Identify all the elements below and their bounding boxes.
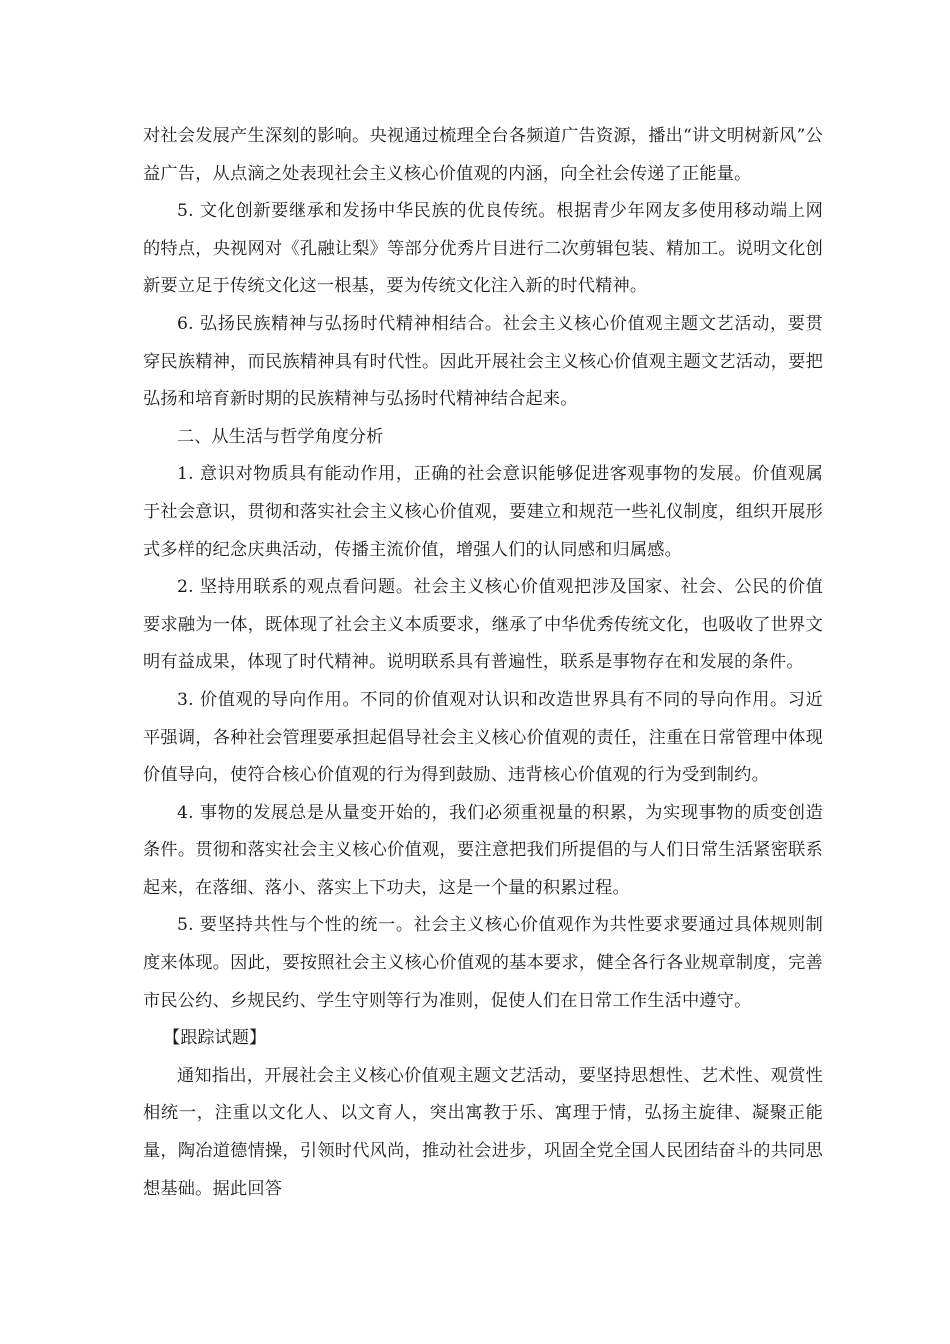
paragraph-point-6-spirit: 6. 弘扬民族精神与弘扬时代精神相结合。社会主义核心价值观主题文艺活动，要贯穿民族精神，而民族精神具有时代性。因此开展社会主义核心价值观主题文艺活动，要把弘扬和培育新时期的民族精神与弘扬时代精神结合起来。 <box>143 313 823 410</box>
paragraph-point-5-culture: 5. 文化创新要继承和发扬中华民族的优良传统。根据青少年网友多使用移动端上网的特点，央视网对《孔融让梨》等部分优秀片目进行二次剪辑包装、精加工。说明文化创新要立足于传统文化这一根基，要为传统文化注入新的时代精神。 <box>143 201 823 297</box>
paragraph-point-4-quantity: 4. 事物的发展总是从量变开始的，我们必须重视量的积累，为实现事物的质变创造条件。贯彻和落实社会主义核心价值观，要注意把我们所提倡的与人们日常生活紧密联系起来，在落细、落小、落实上下功夫，这是一个量的积累过程。 <box>143 802 823 898</box>
section-heading-philosophy: 二、从生活与哲学角度分析 <box>177 426 384 447</box>
document-page <box>143 118 823 1208</box>
paragraph-point-3-values: 3. 价值观的导向作用。不同的价值观对认识和改造世界具有不同的导向作用。习近平强调，各种社会管理要承担起倡导社会主义核心价值观的责任，注重在日常管理中体现价值导向，使符合核心价值观的行为得到鼓励、违背核心价值观的行为受到制约。 <box>143 689 823 786</box>
tracking-questions-heading: 【跟踪试题】 <box>163 1028 267 1049</box>
paragraph-continuation: 对社会发展产生深刻的影响。央视通过梳理全台各频道广告资源，播出“讲文明树新风”公益广告，从点滴之处表现社会主义核心价值观的内涵，向全社会传递了正能量。 <box>143 126 823 184</box>
paragraph-notice: 通知指出，开展社会主义核心价值观主题文艺活动，要坚持思想性、艺术性、观赏性相统一，注重以文化人、以文育人，突出寓教于乐、寓理于情，弘扬主旋律、凝聚正能量，陶冶道德情操，引领时代风尚，推动社会进步，巩固全党全国人民团结奋斗的共同思想基础。据此回答 <box>143 1065 823 1199</box>
paragraph-point-1-consciousness: 1. 意识对物质具有能动作用，正确的社会意识能够促进客观事物的发展。价值观属于社会意识，贯彻和落实社会主义核心价值观，要建立和规范一些礼仪制度，组织开展形式多样的纪念庆典活动，传播主流价值，增强人们的认同感和归属感。 <box>143 464 823 560</box>
paragraph-point-2-connection: 2. 坚持用联系的观点看问题。社会主义核心价值观把涉及国家、社会、公民的价值要求融为一体，既体现了社会主义本质要求，继承了中华优秀传统文化，也吸收了世界文明有益成果，体现了时代精神。说明联系具有普遍性，联系是事物存在和发展的条件。 <box>143 577 823 673</box>
paragraph-point-5-universality: 5. 要坚持共性与个性的统一。社会主义核心价值观作为共性要求要通过具体规则制度来体现。因此，要按照社会主义核心价值观的基本要求，健全各行各业规章制度，完善市民公约、乡规民约、学生守则等行为准则，促使人们在日常工作生活中遵守。 <box>143 915 823 1011</box>
